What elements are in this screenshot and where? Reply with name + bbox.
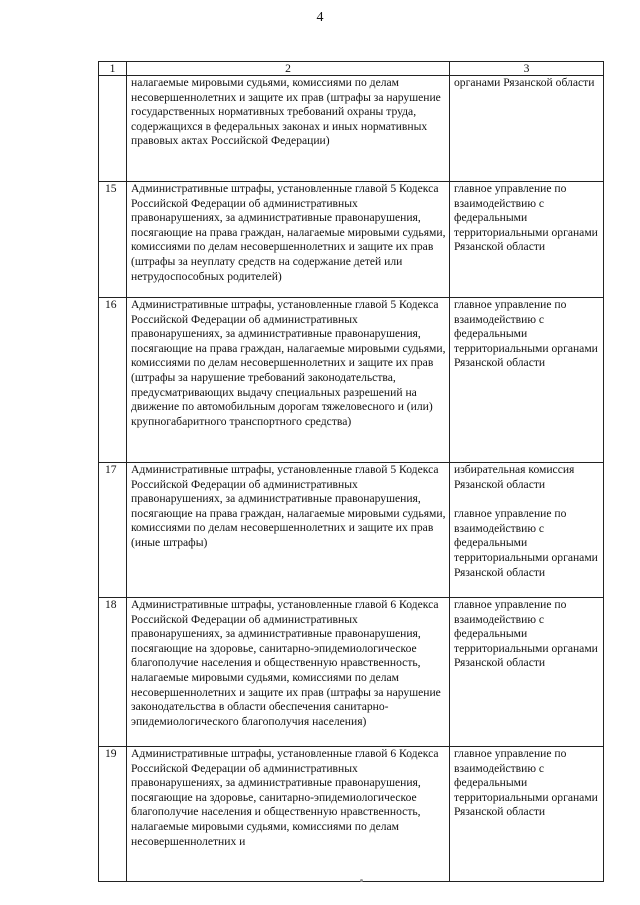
table-row <box>99 598 604 747</box>
row-number <box>99 76 127 182</box>
administrator-text: главное управление по взаимодействию с федеральными территориальными органами Рязанской области <box>454 598 598 670</box>
row-administrator <box>450 747 604 882</box>
fines-table <box>98 61 604 882</box>
header-cell-2: 2 <box>127 62 450 76</box>
administrator-text: главное управление по взаимодействию с федеральными территориальными органами Рязанской области <box>454 182 598 254</box>
administrator-text: избирательная комиссия Рязанской области <box>454 463 575 491</box>
table-row <box>99 182 604 298</box>
header-cell-3: 3 <box>450 62 604 76</box>
row-description: Административные штрафы, установленные главой 6 Кодекса Российской Федерации об административных правонарушениях, за административные правонарушения, посягающие на здоровье, санитарно-эпидемиологическое благополучие населения и общественную нравственность, налагаемые мировыми судьями, комиссиями по делам несовершеннолетних и защите их прав (штрафы за нарушение законодательства в области обеспечения санитарно-эпидемиологического благополучия населения) <box>127 598 450 747</box>
table-row <box>99 463 604 598</box>
administrator-text: органами Рязанской области <box>454 76 595 89</box>
row-description: Административные штрафы, установленные главой 6 Кодекса Российской Федерации об административных правонарушениях, за административные правонарушения, посягающие на здоровье, санитарно-эпидемиологическое благополучие населения и общественную нравственность, налагаемые мировыми судьями, комиссиями по делам несовершеннолетних и <box>127 747 450 882</box>
row-administrator <box>450 182 604 298</box>
row-administrator <box>450 298 604 463</box>
row-administrator <box>450 598 604 747</box>
row-number: 16 <box>99 298 127 463</box>
table-row <box>99 747 604 882</box>
header-cell-1: 1 <box>99 62 127 76</box>
row-description: Административные штрафы, установленные главой 5 Кодекса Российской Федерации об административных правонарушениях, за административные правонарушения, посягающие на права граждан, налагаемые мировыми судьями, комиссиями по делам несовершеннолетних и защите их прав (штрафы за неуплату средств на содержание детей или нетрудоспособных родителей) <box>127 182 450 298</box>
row-description: Административные штрафы, установленные главой 5 Кодекса Российской Федерации об административных правонарушениях, за административные правонарушения, посягающие на права граждан, налагаемые мировыми судьями, комиссиями по делам несовершеннолетних и защите их прав (иные штрафы) <box>127 463 450 598</box>
row-description: налагаемые мировыми судьями, комиссиями по делам несовершеннолетних и защите их прав (штрафы за нарушение государственных нормативных требований охраны труда, содержащихся в федеральных законах и иных нормативных правовых актах Российской Федерации) <box>127 76 450 182</box>
row-number: 19 <box>99 747 127 882</box>
row-description: Административные штрафы, установленные главой 5 Кодекса Российской Федерации об административных правонарушениях, за административные правонарушения, посягающие на права граждан, налагаемые мировыми судьями, комиссиями по делам несовершеннолетних и защите их прав (штрафы за нарушение требований законодательства, предусматривающих выдачу специальных разрешений на движение по автомобильным дорогам тяжеловесного и (или) крупногабаритного транспортного средства) <box>127 298 450 463</box>
administrator-text: главное управление по взаимодействию с федеральными территориальными органами Рязанской области <box>454 507 598 579</box>
row-number: 17 <box>99 463 127 598</box>
row-number: 18 <box>99 598 127 747</box>
table-row <box>99 76 604 182</box>
row-number: 15 <box>99 182 127 298</box>
page-number: 4 <box>316 10 324 25</box>
scan-speck <box>360 879 363 882</box>
administrator-text: главное управление по взаимодействию с федеральными территориальными органами Рязанской области <box>454 298 598 370</box>
row-administrator <box>450 463 604 598</box>
administrator-text: главное управление по взаимодействию с федеральными территориальными органами Рязанской области <box>454 747 598 819</box>
table-header-row <box>99 62 604 76</box>
row-administrator <box>450 76 604 182</box>
table-row <box>99 298 604 463</box>
